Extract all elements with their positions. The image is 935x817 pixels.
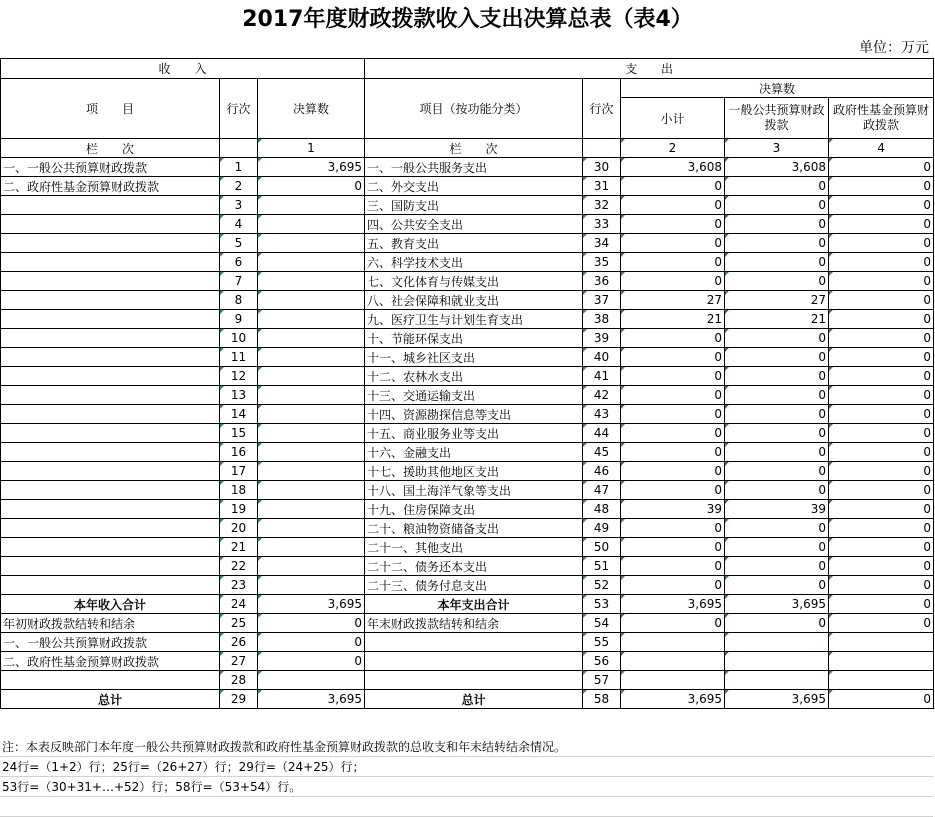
- income-item-cell: [1, 386, 220, 405]
- expense-subtotal-cell: 0: [621, 177, 725, 196]
- table-row: [1, 690, 934, 709]
- income-amount-cell: [258, 671, 365, 690]
- unit-label: 单位：万元: [859, 40, 929, 56]
- expense-rowno-cell: 46: [583, 462, 621, 481]
- income-rowno-cell: 17: [220, 462, 258, 481]
- income-rowno-cell: 10: [220, 329, 258, 348]
- income-item-cell: [1, 576, 220, 595]
- table-row: [1, 671, 934, 690]
- table-row: [1, 234, 934, 253]
- expense-subtotal-cell: 0: [621, 538, 725, 557]
- expense-fund-cell: 0: [829, 215, 934, 234]
- expense-item-cell: 十二、农林水支出: [365, 367, 583, 386]
- expense-general-cell: 3,608: [725, 158, 829, 177]
- expense-item-cell: 十一、城乡社区支出: [365, 348, 583, 367]
- expense-rowno-cell: 53: [583, 595, 621, 614]
- expense-general-cell: 3,695: [725, 690, 829, 709]
- income-amount-cell: [258, 367, 365, 386]
- income-amount-cell: [258, 196, 365, 215]
- income-item-cell: [1, 519, 220, 538]
- table-row: [1, 215, 934, 234]
- expense-rowno-cell: 34: [583, 234, 621, 253]
- expense-fund-cell: 0: [829, 538, 934, 557]
- expense-rowno-cell: 40: [583, 348, 621, 367]
- expense-general-cell: 0: [725, 348, 829, 367]
- income-item-cell: [1, 215, 220, 234]
- income-amount-cell: [258, 348, 365, 367]
- expense-subtotal-cell: 0: [621, 329, 725, 348]
- expense-item-cell: 十九、住房保障支出: [365, 500, 583, 519]
- expense-item-cell: 二十三、债务付息支出: [365, 576, 583, 595]
- expense-general-cell: 0: [725, 481, 829, 500]
- expense-general-cell: 0: [725, 367, 829, 386]
- expense-item-cell: 九、医疗卫生与计划生育支出: [365, 310, 583, 329]
- expense-rowno-cell: 43: [583, 405, 621, 424]
- expense-rowno-cell: 38: [583, 310, 621, 329]
- expense-fund-cell: 0: [829, 177, 934, 196]
- table-row: [1, 386, 934, 405]
- expense-fund-cell: 0: [829, 443, 934, 462]
- expense-general-cell: 0: [725, 538, 829, 557]
- income-item-cell: [1, 196, 220, 215]
- income-rowno-cell: 11: [220, 348, 258, 367]
- expense-subtotal-cell: 27: [621, 291, 725, 310]
- col-number-4: 4: [829, 139, 934, 158]
- income-rowno-cell: 6: [220, 253, 258, 272]
- income-amount-cell: 0: [258, 614, 365, 633]
- expense-subtotal-cell: [621, 671, 725, 690]
- table-row: [1, 481, 934, 500]
- income-rowno-cell: 26: [220, 633, 258, 652]
- expense-rowno-cell: 58: [583, 690, 621, 709]
- income-item-cell: [1, 538, 220, 557]
- table-row: [1, 519, 934, 538]
- expense-item-cell: [365, 652, 583, 671]
- expense-subtotal-cell: 21: [621, 310, 725, 329]
- expense-item-cell: 六、科学技术支出: [365, 253, 583, 272]
- income-amount-cell: [258, 538, 365, 557]
- income-item-header: 项 目: [1, 79, 220, 139]
- expense-general-cell: 0: [725, 614, 829, 633]
- income-item-cell: [1, 348, 220, 367]
- expense-fund-cell: 0: [829, 234, 934, 253]
- income-rowno-cell: 20: [220, 519, 258, 538]
- expense-subtotal-cell: [621, 633, 725, 652]
- expense-rowno-cell: 33: [583, 215, 621, 234]
- income-amount-cell: [258, 576, 365, 595]
- income-rowno-cell: 8: [220, 291, 258, 310]
- income-item-cell: [1, 291, 220, 310]
- table-row: [1, 367, 934, 386]
- expense-subtotal-cell: 3,695: [621, 595, 725, 614]
- col-label-income: 栏 次: [1, 139, 220, 158]
- table-row: [1, 405, 934, 424]
- income-amount-cell: [258, 253, 365, 272]
- table-row: [1, 158, 934, 177]
- income-rowno-cell: 29: [220, 690, 258, 709]
- expense-fund-cell: [829, 633, 934, 652]
- report-table: [0, 58, 934, 709]
- income-item-cell: [1, 462, 220, 481]
- income-rowno-cell: 2: [220, 177, 258, 196]
- expense-fund-cell: 0: [829, 576, 934, 595]
- expense-fund-cell: 0: [829, 557, 934, 576]
- expense-subtotal-cell: 0: [621, 443, 725, 462]
- expense-item-cell: 一、一般公共服务支出: [365, 158, 583, 177]
- expense-rowno-cell: 51: [583, 557, 621, 576]
- fund-header: 政府性基金预算财政拨款: [829, 98, 934, 139]
- income-amount-cell: [258, 310, 365, 329]
- expense-general-cell: [725, 633, 829, 652]
- expense-general-cell: 0: [725, 253, 829, 272]
- expense-item-cell: 十五、商业服务业等支出: [365, 424, 583, 443]
- expense-subtotal-cell: 0: [621, 272, 725, 291]
- income-rowno-cell: 7: [220, 272, 258, 291]
- table-row: [1, 291, 934, 310]
- income-item-cell: [1, 367, 220, 386]
- income-rowno-cell: 16: [220, 443, 258, 462]
- income-rowno-cell: 14: [220, 405, 258, 424]
- table-row: [1, 348, 934, 367]
- income-amount-header: 决算数: [258, 79, 365, 139]
- income-amount-cell: [258, 215, 365, 234]
- expense-item-cell: 十八、国土海洋气象等支出: [365, 481, 583, 500]
- expense-general-cell: 0: [725, 177, 829, 196]
- expense-item-cell: 十三、交通运输支出: [365, 386, 583, 405]
- expense-fund-cell: 0: [829, 310, 934, 329]
- expense-item-cell: 三、国防支出: [365, 196, 583, 215]
- col-number-3: 3: [725, 139, 829, 158]
- expense-fund-cell: 0: [829, 196, 934, 215]
- expense-general-cell: 39: [725, 500, 829, 519]
- expense-subtotal-cell: 3,695: [621, 690, 725, 709]
- table-row: [1, 576, 934, 595]
- expense-rowno-cell: 57: [583, 671, 621, 690]
- expense-general-cell: 0: [725, 443, 829, 462]
- expense-fund-cell: 0: [829, 253, 934, 272]
- table-row: [1, 329, 934, 348]
- col-number-1: 1: [258, 139, 365, 158]
- expense-rowno-cell: 45: [583, 443, 621, 462]
- income-item-cell: 一、一般公共预算财政拨款: [1, 158, 220, 177]
- income-rowno-header: 行次: [220, 79, 258, 139]
- col-label-expense: 栏 次: [365, 139, 583, 158]
- income-rowno-cell: 22: [220, 557, 258, 576]
- expense-rowno-cell: 54: [583, 614, 621, 633]
- expense-fund-cell: 0: [829, 500, 934, 519]
- income-amount-cell: 3,695: [258, 595, 365, 614]
- income-amount-cell: [258, 272, 365, 291]
- expense-subtotal-cell: 0: [621, 386, 725, 405]
- expense-general-cell: [725, 652, 829, 671]
- expense-subtotal-cell: 0: [621, 481, 725, 500]
- expense-subtotal-cell: 0: [621, 519, 725, 538]
- table-row: [1, 557, 934, 576]
- subtotal-header: 小计: [621, 98, 725, 139]
- table-row: [1, 196, 934, 215]
- income-item-cell: [1, 253, 220, 272]
- income-amount-cell: 3,695: [258, 158, 365, 177]
- income-amount-cell: [258, 519, 365, 538]
- expense-subtotal-cell: 0: [621, 405, 725, 424]
- expense-rowno-cell: 47: [583, 481, 621, 500]
- expense-rowno-cell: 49: [583, 519, 621, 538]
- expense-general-cell: 0: [725, 329, 829, 348]
- income-amount-cell: 0: [258, 633, 365, 652]
- blank-line: [0, 798, 933, 817]
- expense-rowno-cell: 30: [583, 158, 621, 177]
- income-item-cell: 二、政府性基金预算财政拨款: [1, 652, 220, 671]
- expense-subtotal-cell: 0: [621, 367, 725, 386]
- expense-subtotal-cell: 39: [621, 500, 725, 519]
- expense-rowno-cell: 56: [583, 652, 621, 671]
- table-row: [1, 538, 934, 557]
- income-amount-cell: 3,695: [258, 690, 365, 709]
- income-amount-cell: [258, 462, 365, 481]
- expense-item-cell: 十、节能环保支出: [365, 329, 583, 348]
- income-item-cell: [1, 671, 220, 690]
- table-row: [1, 310, 934, 329]
- income-item-cell: [1, 481, 220, 500]
- income-amount-cell: [258, 329, 365, 348]
- expense-rowno-cell: 39: [583, 329, 621, 348]
- expense-item-cell: 十六、金融支出: [365, 443, 583, 462]
- income-item-cell: 本年收入合计: [1, 595, 220, 614]
- expense-subtotal-cell: 0: [621, 614, 725, 633]
- expense-rowno-cell: 52: [583, 576, 621, 595]
- expense-general-cell: 0: [725, 557, 829, 576]
- income-rowno-cell: 3: [220, 196, 258, 215]
- expense-rowno-cell: 48: [583, 500, 621, 519]
- table-row: [1, 462, 934, 481]
- income-item-cell: 二、政府性基金预算财政拨款: [1, 177, 220, 196]
- col-number-2: 2: [621, 139, 725, 158]
- decision-header: 决算数: [621, 79, 934, 98]
- expense-subtotal-cell: 0: [621, 462, 725, 481]
- income-rowno-cell: 18: [220, 481, 258, 500]
- expense-fund-cell: 0: [829, 329, 934, 348]
- expense-rowno-cell: 42: [583, 386, 621, 405]
- income-rowno-cell: 19: [220, 500, 258, 519]
- expense-rowno-cell: 35: [583, 253, 621, 272]
- expense-header: 支 出: [365, 59, 934, 79]
- expense-rowno-cell: 44: [583, 424, 621, 443]
- expense-item-cell: 二十二、债务还本支出: [365, 557, 583, 576]
- income-header: 收 入: [1, 59, 365, 79]
- income-item-cell: [1, 329, 220, 348]
- expense-item-cell: 四、公共安全支出: [365, 215, 583, 234]
- table-row: [1, 272, 934, 291]
- table-row: [1, 614, 934, 633]
- expense-fund-cell: 0: [829, 367, 934, 386]
- income-item-cell: [1, 500, 220, 519]
- table-row: [1, 177, 934, 196]
- note-line-2: 24行=（1+2）行；25行=（26+27）行；29行=（24+25）行；: [0, 758, 933, 777]
- expense-fund-cell: 0: [829, 386, 934, 405]
- income-item-cell: [1, 310, 220, 329]
- expense-general-cell: 0: [725, 576, 829, 595]
- expense-fund-cell: 0: [829, 158, 934, 177]
- income-item-cell: [1, 234, 220, 253]
- expense-general-cell: 21: [725, 310, 829, 329]
- expense-fund-cell: 0: [829, 462, 934, 481]
- expense-subtotal-cell: 3,608: [621, 158, 725, 177]
- income-amount-cell: 0: [258, 177, 365, 196]
- expense-subtotal-cell: 0: [621, 253, 725, 272]
- income-rowno-cell: 28: [220, 671, 258, 690]
- income-rowno-cell: 25: [220, 614, 258, 633]
- expense-item-cell: 本年支出合计: [365, 595, 583, 614]
- income-amount-cell: [258, 386, 365, 405]
- expense-general-cell: 0: [725, 234, 829, 253]
- expense-general-cell: 27: [725, 291, 829, 310]
- table-row: [1, 595, 934, 614]
- table-row: [1, 253, 934, 272]
- income-item-cell: 总计: [1, 690, 220, 709]
- expense-fund-cell: 0: [829, 405, 934, 424]
- expense-general-cell: 0: [725, 424, 829, 443]
- income-item-cell: [1, 424, 220, 443]
- expense-subtotal-cell: 0: [621, 557, 725, 576]
- expense-item-cell: 二十、粮油物资储备支出: [365, 519, 583, 538]
- income-item-cell: 年初财政拨款结转和结余: [1, 614, 220, 633]
- expense-item-cell: 总计: [365, 690, 583, 709]
- expense-fund-cell: [829, 671, 934, 690]
- income-item-cell: [1, 272, 220, 291]
- income-rowno-cell: 4: [220, 215, 258, 234]
- expense-fund-cell: 0: [829, 348, 934, 367]
- expense-subtotal-cell: 0: [621, 215, 725, 234]
- income-rowno-cell: 23: [220, 576, 258, 595]
- expense-general-cell: 0: [725, 386, 829, 405]
- expense-subtotal-cell: 0: [621, 348, 725, 367]
- expense-fund-cell: 0: [829, 614, 934, 633]
- expense-item-cell: 二、外交支出: [365, 177, 583, 196]
- note-line-3: 53行=（30+31+…+52）行；58行=（53+54）行。: [0, 778, 933, 797]
- expense-fund-cell: 0: [829, 519, 934, 538]
- expense-general-cell: 0: [725, 519, 829, 538]
- income-rowno-cell: 5: [220, 234, 258, 253]
- income-amount-cell: [258, 291, 365, 310]
- expense-item-header: 项目（按功能分类）: [365, 79, 583, 139]
- report-title: 2017年度财政拨款收入支出决算总表（表4）: [242, 7, 693, 32]
- income-rowno-cell: 9: [220, 310, 258, 329]
- note-line-1: 注：本表反映部门本年度一般公共预算财政拨款和政府性基金预算财政拨款的总收支和年末结转结余情况。: [0, 738, 933, 757]
- expense-general-cell: [725, 671, 829, 690]
- expense-general-cell: 3,695: [725, 595, 829, 614]
- expense-item-cell: 八、社会保障和就业支出: [365, 291, 583, 310]
- expense-item-cell: 十七、援助其他地区支出: [365, 462, 583, 481]
- income-rowno-cell: 1: [220, 158, 258, 177]
- income-rowno-cell: 13: [220, 386, 258, 405]
- income-rowno-cell: 27: [220, 652, 258, 671]
- expense-rowno-cell: 50: [583, 538, 621, 557]
- expense-subtotal-cell: 0: [621, 424, 725, 443]
- expense-rowno-header: 行次: [583, 79, 621, 139]
- expense-item-cell: 七、文化体育与传媒支出: [365, 272, 583, 291]
- income-item-cell: [1, 557, 220, 576]
- income-amount-cell: [258, 234, 365, 253]
- expense-subtotal-cell: 0: [621, 234, 725, 253]
- expense-fund-cell: 0: [829, 272, 934, 291]
- expense-general-cell: 0: [725, 196, 829, 215]
- table-row: [1, 652, 934, 671]
- expense-rowno-cell: 32: [583, 196, 621, 215]
- expense-rowno-cell: 31: [583, 177, 621, 196]
- income-amount-cell: 0: [258, 652, 365, 671]
- general-header: 一般公共预算财政拨款: [725, 98, 829, 139]
- expense-item-cell: [365, 633, 583, 652]
- income-rowno-cell: 15: [220, 424, 258, 443]
- expense-item-cell: 五、教育支出: [365, 234, 583, 253]
- income-amount-cell: [258, 405, 365, 424]
- expense-item-cell: 二十一、其他支出: [365, 538, 583, 557]
- income-rowno-cell: 12: [220, 367, 258, 386]
- expense-subtotal-cell: 0: [621, 196, 725, 215]
- income-amount-cell: [258, 443, 365, 462]
- income-rowno-cell: 21: [220, 538, 258, 557]
- expense-general-cell: 0: [725, 462, 829, 481]
- expense-fund-cell: 0: [829, 690, 934, 709]
- expense-rowno-cell: 41: [583, 367, 621, 386]
- expense-item-cell: [365, 671, 583, 690]
- expense-rowno-cell: 36: [583, 272, 621, 291]
- table-row: [1, 443, 934, 462]
- income-item-cell: 一、一般公共预算财政拨款: [1, 633, 220, 652]
- table-row: [1, 500, 934, 519]
- income-item-cell: [1, 405, 220, 424]
- expense-subtotal-cell: [621, 652, 725, 671]
- expense-general-cell: 0: [725, 215, 829, 234]
- expense-item-cell: 年末财政拨款结转和结余: [365, 614, 583, 633]
- income-amount-cell: [258, 500, 365, 519]
- income-amount-cell: [258, 481, 365, 500]
- table-row: [1, 424, 934, 443]
- expense-fund-cell: 0: [829, 291, 934, 310]
- income-amount-cell: [258, 557, 365, 576]
- table-row: [1, 633, 934, 652]
- expense-rowno-cell: 37: [583, 291, 621, 310]
- expense-fund-cell: 0: [829, 481, 934, 500]
- expense-general-cell: 0: [725, 405, 829, 424]
- expense-item-cell: 十四、资源勘探信息等支出: [365, 405, 583, 424]
- expense-general-cell: 0: [725, 272, 829, 291]
- income-amount-cell: [258, 424, 365, 443]
- expense-rowno-cell: 55: [583, 633, 621, 652]
- income-item-cell: [1, 443, 220, 462]
- income-rowno-cell: 24: [220, 595, 258, 614]
- expense-fund-cell: 0: [829, 424, 934, 443]
- expense-subtotal-cell: 0: [621, 576, 725, 595]
- expense-fund-cell: [829, 652, 934, 671]
- expense-fund-cell: 0: [829, 595, 934, 614]
